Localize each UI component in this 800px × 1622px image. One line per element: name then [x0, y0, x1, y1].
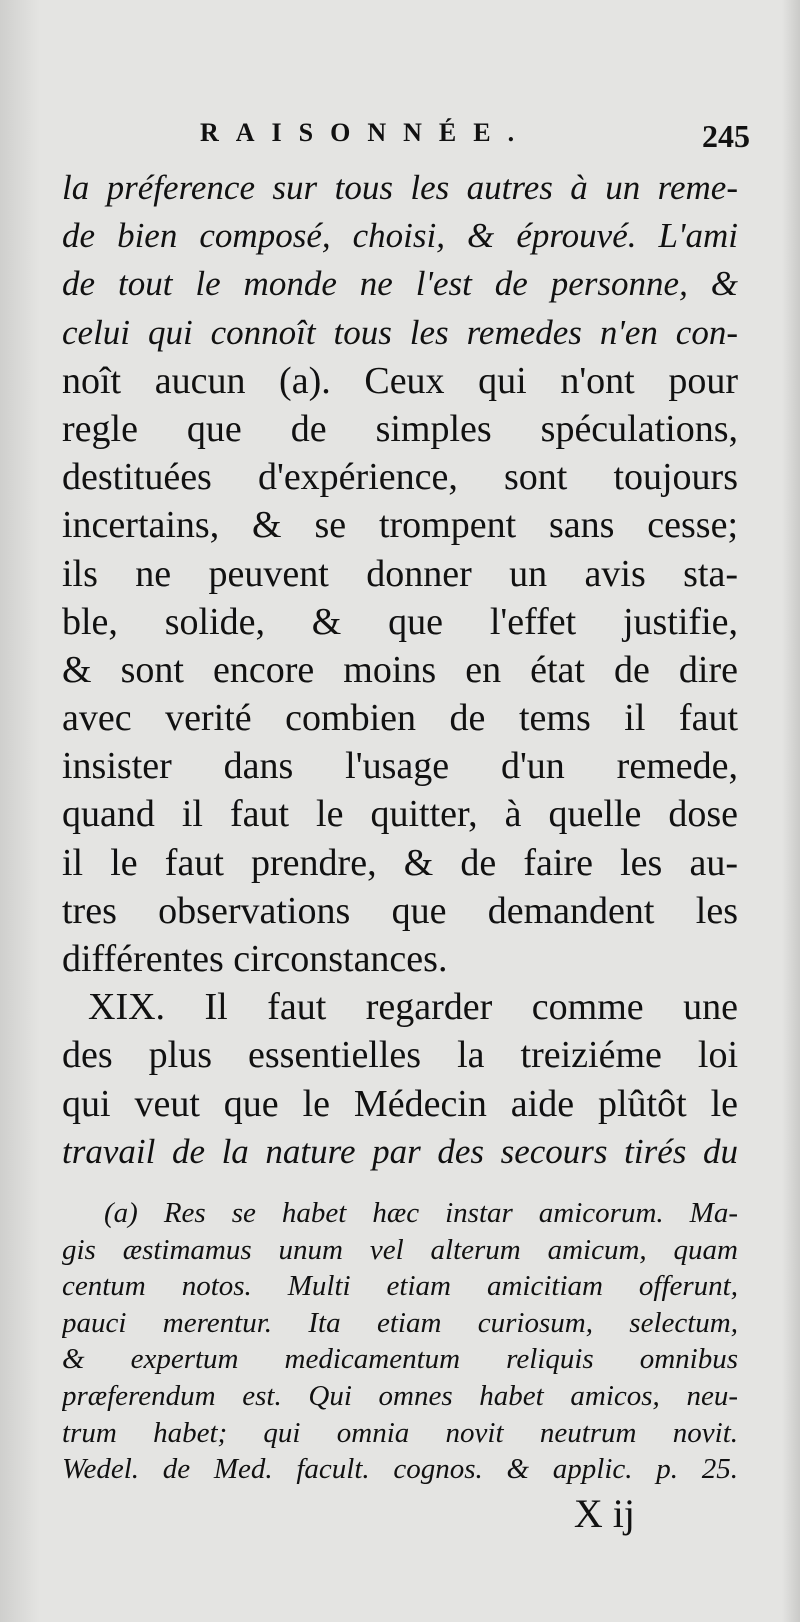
text-line: différentes circonstances.	[62, 938, 448, 980]
text-line: qui veut que le Médecin aide plûtôt le	[62, 1082, 738, 1125]
footnote-line: (a) Res se habet hæc instar amicorum. Ma-	[104, 1197, 738, 1229]
text-line: insister dans l'usage d'un remede,	[62, 745, 738, 788]
footnote-line: centum notos. Multi etiam amicitiam offerunt,	[62, 1270, 738, 1303]
text-line: incertains, & se trompent sans cesse;	[62, 504, 738, 547]
footnote-line: gis æstimamus unum vel alterum amicum, quam	[62, 1233, 738, 1266]
text-line: de bien composé, choisi, & éprouvé. L'ami	[62, 216, 738, 256]
page-number: 245	[702, 118, 750, 154]
footnote-line: & expertum medicamentum reliquis omnibus	[62, 1343, 738, 1376]
text-line: travail de la nature par des secours tirés du	[62, 1131, 738, 1171]
text-line: quand il faut le quitter, à quelle dose	[62, 793, 738, 836]
text-line: des plus essentielles la treiziéme loi	[62, 1034, 738, 1077]
text-line: & sont encore moins en état de dire	[62, 648, 738, 691]
footnote-line: Wedel. de Med. facult. cognos. & applic. p. 25.	[62, 1453, 738, 1486]
page-edge-shadow	[782, 0, 800, 1622]
text-line: la préference sur tous les autres à un reme-	[62, 168, 738, 207]
text-line: celui qui connoît tous les remedes n'en con-	[62, 312, 738, 352]
running-head: RAISONNÉE.	[200, 118, 532, 147]
text-line: destituées d'expérience, sont toujours	[62, 456, 738, 499]
footnote	[62, 1195, 738, 1488]
signature-mark: X ij	[573, 1491, 635, 1536]
section-heading-line: XIX. Il faut regarder comme une	[88, 986, 738, 1029]
text-line: noît aucun (a). Ceux qui n'ont pour	[62, 359, 738, 402]
text-line: de tout le monde ne l'est de personne, &	[62, 264, 738, 304]
page-header	[180, 118, 750, 158]
text-line: il le faut prendre, & de faire les au-	[62, 841, 738, 884]
footnote-line: trum habet; qui omnia novit neutrum novit.	[62, 1416, 738, 1449]
footnote-line: præferendum est. Qui omnes habet amicos, neu-	[62, 1379, 738, 1412]
text-line: tres observations que demandent les	[62, 889, 738, 932]
text-line: ils ne peuvent donner un avis sta-	[62, 552, 738, 595]
text-line: avec verité combien de tems il faut	[62, 697, 738, 740]
text-line: ble, solide, & que l'effet justifie,	[62, 600, 738, 643]
footnote-line: pauci merentur. Ita etiam curiosum, selectum,	[62, 1306, 738, 1339]
text-line: regle que de simples spéculations,	[62, 407, 738, 450]
page-binding-shadow	[0, 0, 40, 1622]
body-text	[62, 164, 738, 1176]
